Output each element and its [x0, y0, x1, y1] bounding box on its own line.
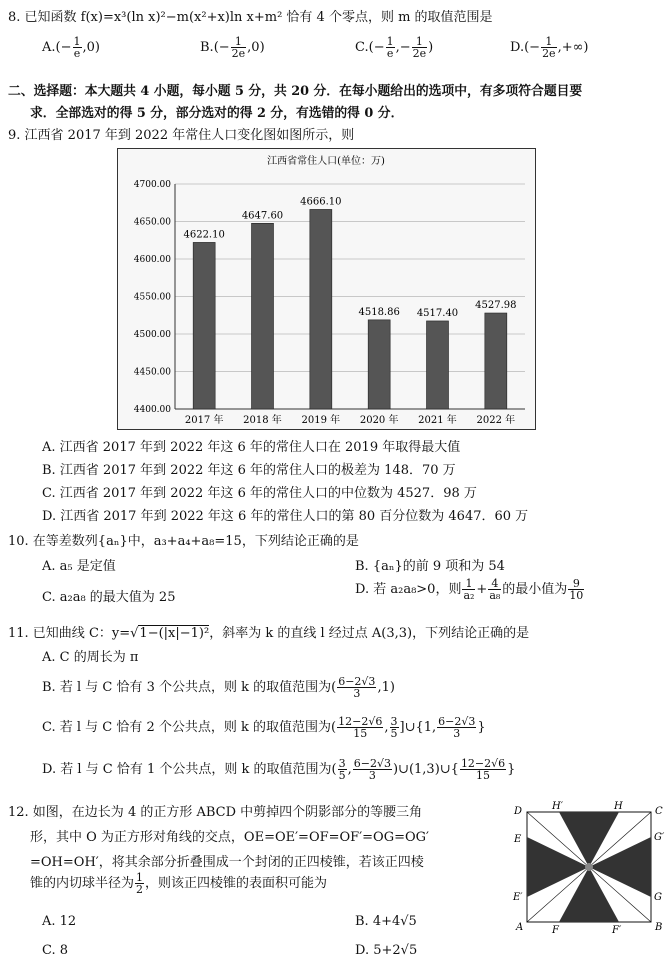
label-f-prime: F′	[612, 925, 622, 936]
x-tick-label-4: 2021 年	[418, 415, 457, 426]
section2-line1: 二、选择题：本大题共 4 小题，每小题 5 分，共 20 分．在每小题给出的选项中，有多项符合题目要	[8, 84, 583, 99]
q8-option-d: D.(− $\frac{1}{2e}$ ,+∞)	[510, 35, 589, 60]
x-tick-label-5: 2022 年	[476, 415, 516, 426]
y-tick-label-2: 4500.00	[133, 330, 171, 340]
q9-option-c: C. 江西省 2017 年到 2022 年这 6 年的常住人口的中位数为 4527．98 万	[42, 486, 477, 501]
data-label-2: 4666.10	[300, 196, 342, 208]
label-f: F	[552, 925, 559, 936]
q12-option-c: C. 8	[42, 943, 69, 958]
bar-4	[427, 321, 449, 409]
x-tick-label-0: 2017 年	[184, 415, 224, 426]
y-tick-label-6: 4700.00	[133, 180, 171, 190]
y-tick-label-3: 4550.00	[133, 292, 171, 303]
q12-line3: =OH=OH′，将其余部分折叠围成一个封闭的正四棱锥，若该正四棱	[30, 855, 424, 870]
q12-option-d: D. 5+2√5	[355, 943, 418, 958]
x-tick-label-2: 2019 年	[301, 415, 341, 426]
q10-option-d: D. 若 a₂a₈>0，则 $\frac{1}{\text{a₂}}$ + $\frac{4}{\text{a₈}}$ 的最小值为 $\frac{9}{10}$	[355, 577, 584, 602]
q11-stem: 11. 已知曲线 C：y=√1−(|x|−1)²，斜率为 k 的直线 l 经过点 A(3,3)，下列结论正确的是	[8, 626, 530, 641]
q10-option-c: C. a₂a₈ 的最大值为 25	[42, 590, 176, 605]
q9-stem: 9. 江西省 2017 年到 2022 年常住人口变化图如图所示，则	[8, 128, 355, 143]
label-c: C	[655, 806, 663, 817]
q8-option-c: C.(− $\frac{1}{e}$ ,− $\frac{1}{2e}$ )	[355, 35, 434, 60]
bar-5	[485, 313, 507, 409]
q9-option-a: A. 江西省 2017 年到 2022 年这 6 年的常住人口在 2019 年取得最大值	[42, 440, 461, 455]
q11-option-a: A. C 的周长为 π	[42, 650, 139, 665]
label-h: H	[614, 801, 623, 812]
bar-0	[193, 242, 215, 409]
q11-option-b: B. 若 l 与 C 恰有 3 个公共点，则 k 的取值范围为( $\frac{6-2√3}{3}$ ,1)	[42, 675, 395, 700]
q12-square-figure	[512, 800, 668, 936]
bar-1	[252, 223, 274, 409]
x-tick-label-1: 2018 年	[243, 415, 282, 426]
q10-stem: 10. 在等差数列{aₙ}中，a₃+a₄+a₈=15，下列结论正确的是	[8, 534, 359, 549]
center-point-o	[585, 863, 593, 871]
q8-stem: 8. 已知函数 f(x)=x³(ln x)²−m(x²+x)ln x+m² 恰有 4 个零点，则 m 的取值范围是	[8, 10, 493, 25]
data-label-4: 4517.40	[416, 307, 459, 319]
data-label-1: 4647.60	[241, 210, 284, 222]
label-g-prime: G′	[654, 832, 665, 843]
y-tick-label-4: 4600.00	[133, 255, 171, 265]
q10-option-a: A. a₅ 是定值	[42, 559, 116, 574]
y-tick-label-5: 4650.00	[133, 217, 171, 228]
q12-line4: 锥的内切球半径为 $\frac{1}{2}$ ，则该正四棱锥的表面积可能为	[30, 871, 328, 896]
data-label-0: 4622.10	[183, 229, 225, 241]
label-d: D	[514, 806, 523, 817]
y-tick-label-1: 4450.00	[133, 367, 171, 378]
q8-option-b: B.(− $\frac{1}{2e}$ ,0)	[200, 35, 265, 60]
q8-option-a: A.(− $\frac{1}{e}$ ,0)	[42, 35, 100, 60]
label-g: G	[654, 892, 662, 903]
population-bar-chart	[117, 148, 536, 430]
q12-option-a: A. 12	[42, 914, 77, 929]
q10-option-b: B. {aₙ}的前 9 项和为 54	[355, 559, 505, 574]
chart-title: 江西省常住人口(单位：万)	[267, 156, 385, 167]
data-label-3: 4518.86	[358, 306, 400, 318]
q9-option-d: D. 江西省 2017 年到 2022 年这 6 年的常住人口的第 80 百分位数为 4647．60 万	[42, 509, 529, 524]
section2-line2: 求．全部选对的得 5 分，部分选对的得 2 分，有选错的得 0 分．	[30, 106, 404, 121]
label-e-prime: E′	[513, 892, 523, 903]
q12-line1: 12. 如图，在边长为 4 的正方形 ABCD 中剪掉四个阴影部分的等腰三角	[8, 805, 423, 820]
q9-option-b: B. 江西省 2017 年到 2022 年这 6 年的常住人口的极差为 148．70 万	[42, 463, 456, 478]
q11-option-d: D. 若 l 与 C 恰有 1 个公共点，则 k 的取值范围为( $\frac{3}{5}$ , $\frac{6-2√3}{3}$ )∪(1,3)∪{ $\frac{12-2√6}{15}$ }	[42, 757, 516, 782]
label-h-prime: H′	[552, 801, 563, 812]
q12-option-b: B. 4+4√5	[355, 914, 417, 929]
label-a: A	[516, 922, 524, 933]
data-label-5: 4527.98	[475, 300, 517, 312]
x-tick-label-3: 2020 年	[359, 415, 399, 426]
q12-line2: 形，其中 O 为正方形对角线的交点，OE=OE′=OF=OF′=OG=OG′	[30, 830, 429, 845]
q11-option-c: C. 若 l 与 C 恰有 2 个公共点，则 k 的取值范围为( $\frac{12-2√6}{15}$ , $\frac{3}{5}$ ]∪{1, $\frac{6-2√3}{3}$ }	[42, 715, 486, 740]
y-tick-label-0: 4400.00	[133, 405, 171, 415]
bar-2	[310, 209, 332, 409]
label-e: E	[514, 834, 522, 845]
bar-3	[368, 320, 390, 409]
label-b: B	[655, 922, 663, 933]
